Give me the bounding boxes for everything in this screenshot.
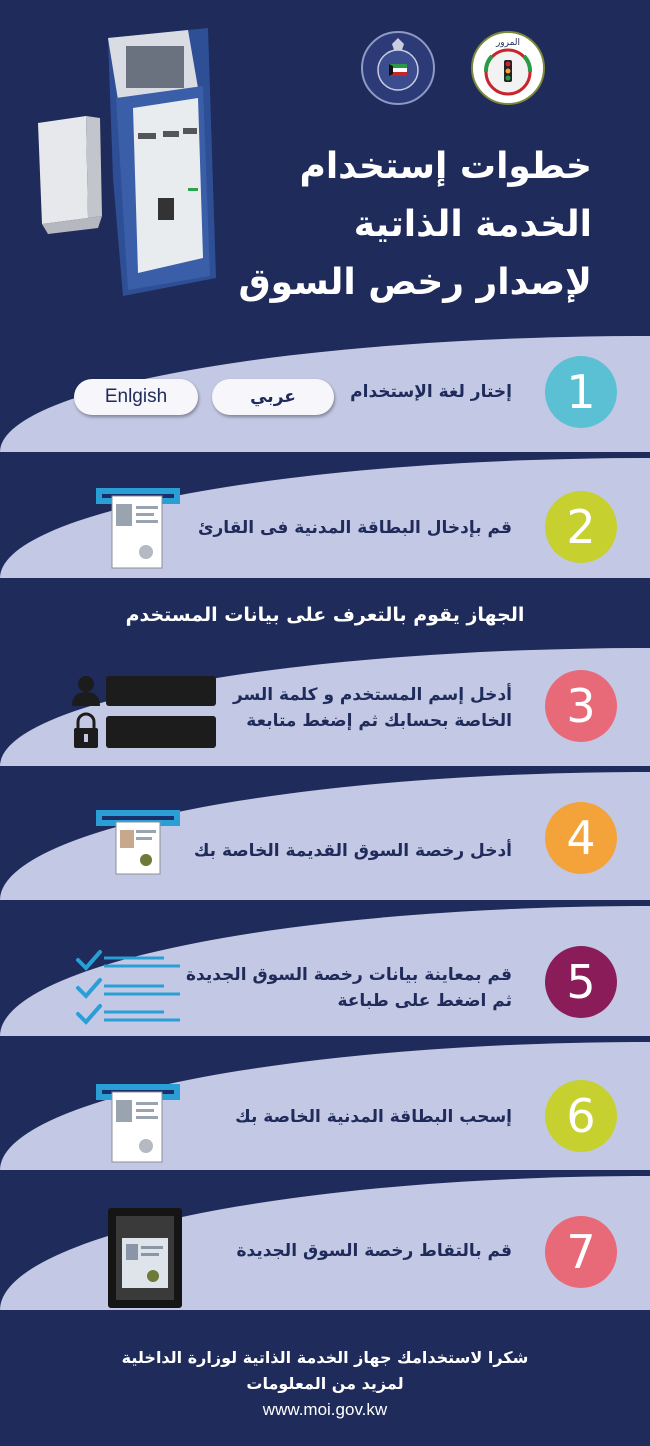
step-2-number: 2	[545, 491, 617, 563]
checklist-icon	[74, 946, 184, 1026]
kiosk-machine-illustration	[38, 28, 228, 298]
step-3-band	[0, 648, 650, 766]
step-2-band	[0, 458, 650, 578]
title-line-1: خطوات إستخدام	[299, 146, 592, 187]
step-6-band	[0, 1042, 650, 1170]
driving-license-insert-icon	[96, 808, 180, 876]
step-7-band	[0, 1176, 650, 1310]
title-line-3: لإصدار رخص السوق	[238, 262, 592, 303]
lock-icon	[78, 714, 94, 728]
recognition-message: الجهاز يقوم بالتعرف على بيانات المستخدم	[125, 604, 525, 626]
step-3-number: 3	[545, 670, 617, 742]
kuwait-police-logo	[360, 30, 436, 106]
page-title	[232, 138, 592, 312]
step-5-text	[172, 962, 512, 1014]
step-7-text: قم بالتقاط رخصة السوق الجديدة	[236, 1241, 512, 1261]
step-2-text: قم بإدخال البطاقة المدنية فى القارئ	[197, 518, 512, 538]
step-7-number: 7	[545, 1216, 617, 1288]
license-output-slot-icon	[108, 1208, 182, 1308]
english-language-button[interactable]: Enlgish	[74, 379, 198, 415]
step-5-band	[0, 906, 650, 1036]
user-icon	[78, 676, 94, 692]
step-6-number: 6	[545, 1080, 617, 1152]
step-4-number: 4	[545, 802, 617, 874]
password-field-graphic	[106, 716, 216, 748]
step-3-text	[212, 682, 512, 734]
traffic-department-logo	[470, 30, 546, 106]
step-5-line-1: قم بمعاينة بيانات رخصة السوق الجديدة	[186, 965, 512, 985]
footer-website-link[interactable]: www.moi.gov.kw	[262, 1400, 388, 1419]
step-1-text: إختار لغة الإستخدام	[350, 382, 512, 402]
step-3-line-1: أدخل إسم المستخدم و كلمة السر	[232, 685, 512, 705]
step-4-band	[0, 772, 650, 900]
step-5-line-2: ثم اضغط على طباعة	[337, 991, 512, 1011]
title-line-2: الخدمة الذاتية	[353, 204, 592, 245]
login-fields-illustration	[72, 676, 217, 752]
step-3-line-2: الخاصة بحسابك ثم إضغط متابعة	[246, 711, 512, 731]
username-field-graphic	[106, 676, 216, 706]
footer-thanks: شكرا لاستخدامك جهاز الخدمة الذاتية لوزارة الداخلية	[121, 1348, 529, 1367]
step-6-text: إسحب البطاقة المدنية الخاصة بك	[235, 1107, 512, 1127]
step-1-number: 1	[545, 356, 617, 428]
header	[0, 0, 650, 330]
step-1-band	[0, 336, 650, 452]
card-remove-icon	[96, 1082, 180, 1164]
step-5-number: 5	[545, 946, 617, 1018]
card-insert-icon	[96, 486, 180, 570]
footer	[0, 1316, 650, 1446]
footer-more-info: لمزيد من المعلومات	[246, 1374, 404, 1393]
traffic-logo-label: المرور	[495, 38, 521, 48]
step-4-text: أدخل رخصة السوق القديمة الخاصة بك	[193, 841, 512, 861]
arabic-language-button[interactable]: عربي	[212, 379, 334, 415]
